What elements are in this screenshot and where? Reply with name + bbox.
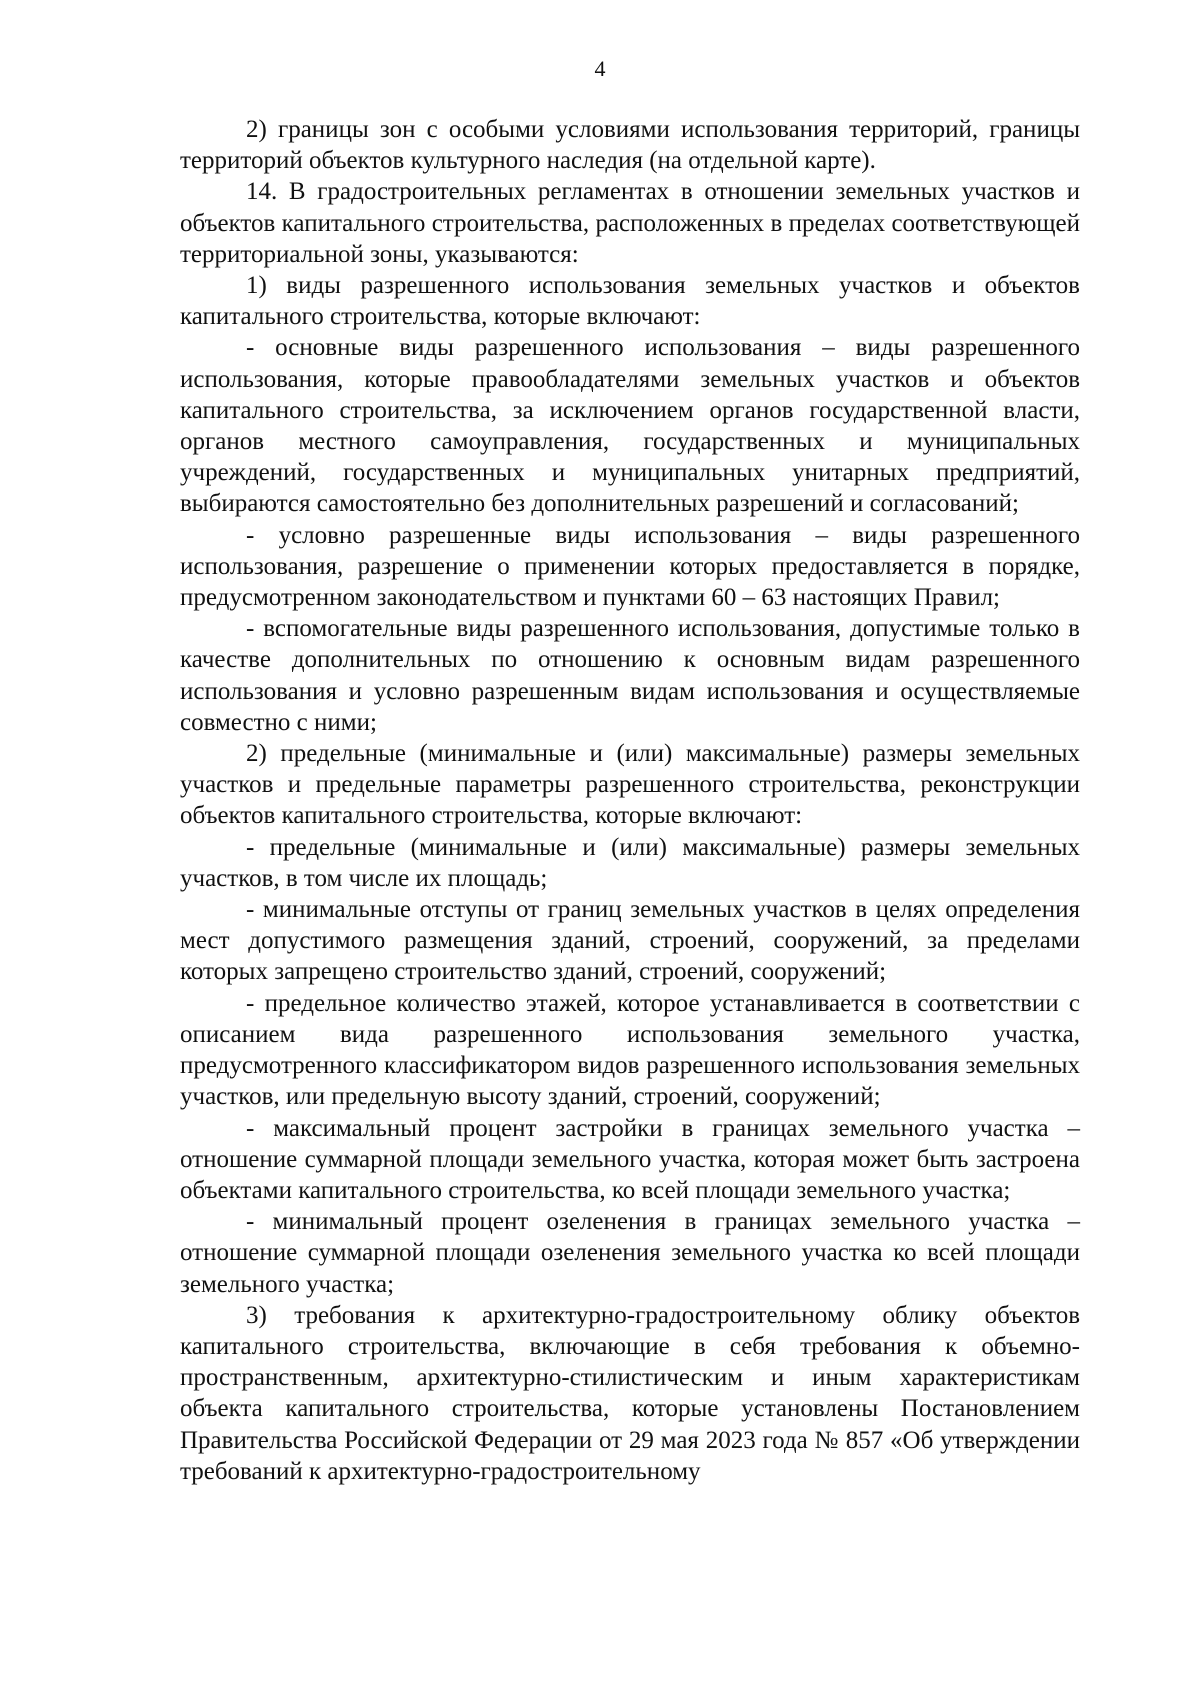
- paragraph: - предельное количество этажей, которое устанавливается в соответствии с описанием вида разрешенного использования земельного участка, предусмотренного классификатором видов разрешенного использования земельных участков, или предельную высоту зданий, строений, сооружений;: [180, 989, 1080, 1111]
- paragraph: 2) границы зон с особыми условиями использования территорий, границы территорий объектов культурного наследия (на отдельной карте).: [180, 116, 1080, 175]
- paragraph: - максимальный процент застройки в границах земельного участка – отношение суммарной площади земельного участка, которая может быть застроена объектами капитального строительства, ко всей площади земельного участка;: [180, 1114, 1080, 1204]
- paragraph: - минимальные отступы от границ земельных участков в целях определения мест допустимого размещения зданий, строений, сооружений, за пределами которых запрещено строительство зданий, строений, сооружений;: [180, 896, 1080, 986]
- paragraph: - условно разрешенные виды использования – виды разрешенного использования, разрешение о применении которых предоставляется в порядке, предусмотренном законодательством и пунктами 60 – 63 настоящих Правил;: [180, 521, 1080, 612]
- paragraph: - вспомогательные виды разрешенного использования, допустимые только в качестве дополнительных по отношению к основным видам разрешенного использования и условно разрешенным видам использования и осуществляемые совместно с ними;: [180, 615, 1080, 736]
- paragraph: 1) виды разрешенного использования земельных участков и объектов капитального строительства, которые включают:: [180, 272, 1080, 331]
- document-body: [180, 114, 1080, 1487]
- paragraph: - основные виды разрешенного использования – виды разрешенного использования, которые правообладателями земельных участков и объектов капитального строительства, за исключением органов государственной власти, органов местного самоуправления, государственных и муниципальных учреждений, государственных и муниципальных унитарных предприятий, выбираются самостоятельно без дополнительных разрешений и согласований;: [180, 334, 1080, 518]
- paragraph: - минимальный процент озеленения в границах земельного участка – отношение суммарной площади озеленения земельного участка ко всей площади земельного участка;: [180, 1208, 1080, 1298]
- paragraph: 14. В градостроительных регламентах в отношении земельных участков и объектов капитального строительства, расположенных в пределах соответствующей территориальной зоны, указываются:: [180, 178, 1080, 268]
- paragraph: - предельные (минимальные и (или) максимальные) размеры земельных участков, в том числе их площадь;: [180, 833, 1080, 892]
- page-number: 4: [594, 56, 606, 81]
- paragraph: 3) требования к архитектурно-градостроительному облику объектов капитального строительства, включающие в себя требования к объемно-пространственным, архитектурно-стилистическим и иным характеристикам объекта капитального строительства, которые установлены Постановлением Правительства Российской Федерации от 29 мая 2023 года № 857 «Об утверждении требований к архитектурно-градостроительному: [180, 1301, 1080, 1485]
- paragraph: 2) предельные (минимальные и (или) максимальные) размеры земельных участков и предельные параметры разрешенного строительства, реконструкции объектов капитального строительства, которые включают:: [180, 740, 1080, 830]
